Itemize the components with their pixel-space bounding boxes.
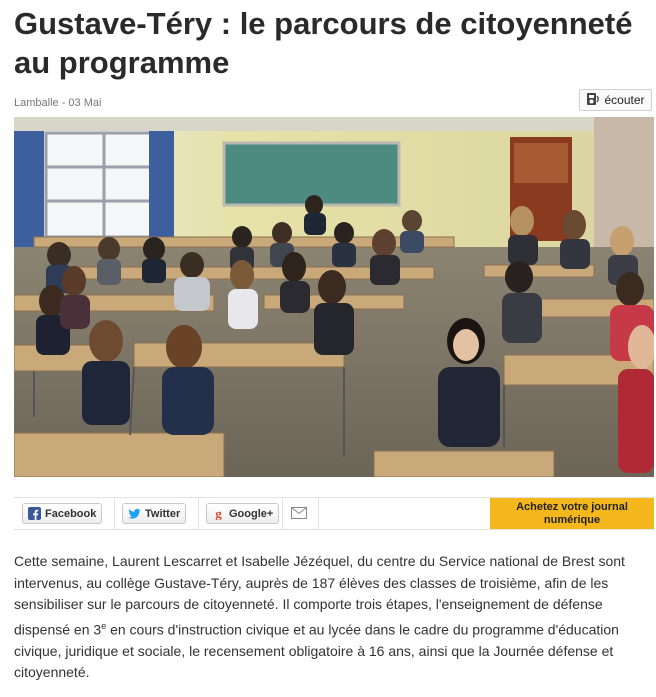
article-body-superscript: e (101, 620, 107, 631)
twitter-label: Twitter (145, 507, 181, 520)
share-divider (114, 498, 115, 529)
article-location: Lamballe (14, 97, 59, 109)
twitter-icon (128, 507, 141, 520)
buy-digital-newspaper-button[interactable]: Achetez votre journal numérique (490, 498, 654, 529)
article-body-part2: en cours d'instruction civique et au lycée dans le cadre du programme d'éducation civique, juridique et sociale, le recensement obligatoire à 16 ans, ainsi que la Journée défense et citoyenneté. (14, 621, 619, 681)
share-divider (198, 498, 199, 529)
googleplus-icon (212, 507, 225, 520)
googleplus-label: Google+ (229, 507, 274, 520)
share-bar (14, 497, 654, 530)
article-date: 03 Mai (68, 97, 102, 109)
facebook-icon (28, 507, 41, 520)
svg-text:g: g (215, 507, 222, 520)
mail-icon[interactable] (291, 506, 307, 524)
article-meta (14, 97, 101, 109)
article-body-part1: Cette semaine, Laurent Lescarret et Isabelle Jézéquel, du centre du Service national de Brest sont intervenus, au collège Gustave-Téry, auprès de 187 élèves des classes de troisième, afin de les sensibiliser sur le parcours de citoyenneté. Il comporte trois étapes, l'enseignement de défense dispensé en 3 (14, 553, 625, 638)
article-body (14, 551, 654, 684)
share-divider (282, 498, 283, 529)
listen-button[interactable] (579, 89, 652, 111)
googleplus-share-button[interactable] (206, 503, 279, 524)
facebook-label: Facebook (45, 507, 97, 520)
share-divider (318, 498, 319, 529)
classroom-photo (14, 117, 654, 477)
listen-label: écouter (604, 93, 645, 107)
article-title: Gustave-Téry : le parcours de citoyenneté au programme (14, 6, 633, 80)
facebook-share-button[interactable] (22, 503, 102, 524)
meta-separator: - (58, 97, 69, 109)
twitter-share-button[interactable] (122, 503, 186, 524)
speaker-icon (586, 92, 600, 109)
